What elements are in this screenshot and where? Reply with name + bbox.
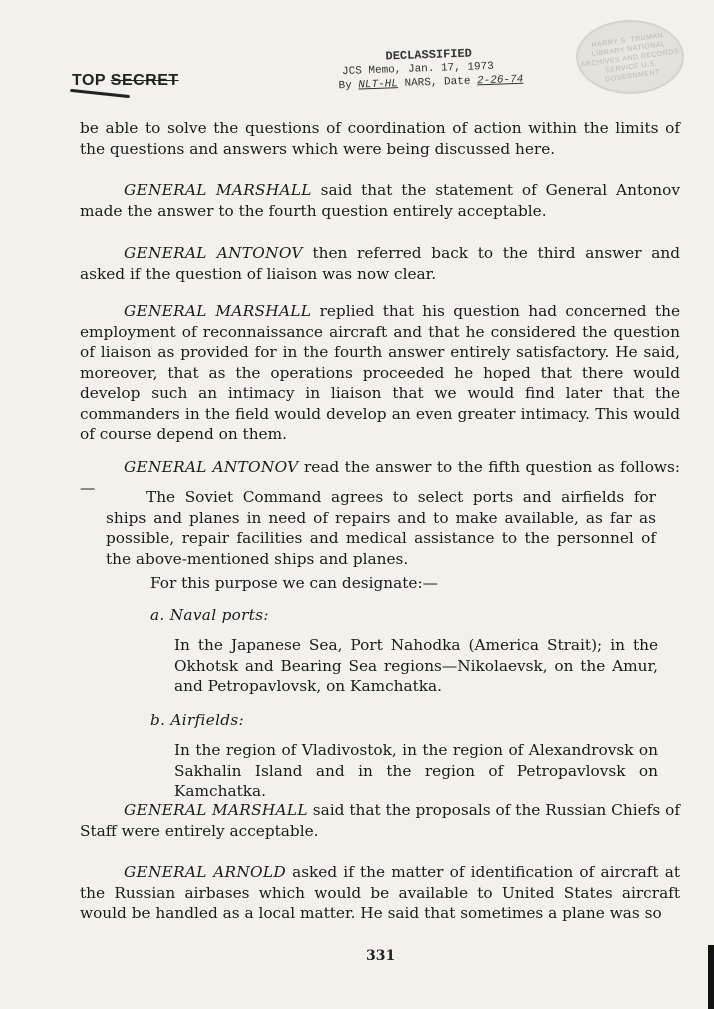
classification-prefix: TOP [72,72,111,89]
library-seal-text: HARRY S. TRUMAN LIBRARY NATIONAL ARCHIVES AND RECORDS SERVICE U.S. GOVERNMENT [580,32,680,84]
speaker-name: GENERAL MARSHALL [124,302,312,320]
item-b-label: b. Airfields: [150,711,244,729]
item-a-label: a. Naval ports: [150,606,269,624]
by-signature: NLT-HL [358,78,399,92]
paragraph-6-text: said that the proposals of the Russian Chiefs of Staff were entirely acceptable. [80,801,680,840]
paragraph-1-text: be able to solve the questions of coordination of action within the limits of the questions and answers which were being discussed here. [80,119,680,158]
page-number: 331 [366,948,396,964]
declassified-authority: JCS Memo, Jan. 17, 1973 [341,60,494,79]
declassified-date: 2-26-74 [476,73,524,88]
item-b-label-wrap [150,710,650,731]
item-a-body [174,635,658,697]
quote-paragraph-2-wrap [150,573,650,594]
library-seal-stamp [576,20,684,94]
paragraph-4 [80,301,680,445]
paragraph-3 [80,243,680,284]
speaker-name: GENERAL ANTONOV [124,458,299,476]
declassified-title: DECLASSIFIED [385,46,473,64]
speaker-name: GENERAL ANTONOV [124,244,303,262]
item-b-text: In the region of Vladivostok, in the region of Alexandrovsk on Sakhalin Island and in the region of Petropavlovsk on Kamchatka. [174,741,658,800]
speaker-name: GENERAL MARSHALL [124,801,308,819]
paragraph-2-text: said that the statement of General Antonov made the answer to the fourth question entirely acceptable. [80,181,681,220]
item-b-body [174,740,658,802]
paragraph-4-text: replied that his question had concerned the employment of reconnaissance aircraft and that he considered the question of liaison as provided for in the fourth answer entirely satisfactory. He said, moreover, that as the operations proceeded he hoped that there would develop such an intimacy in liaison that we would find later that the commanders in the field would develop an even greater intimacy. This would of course depend on them. [80,302,680,443]
declassification-stamp [337,45,523,93]
paragraph-6 [80,800,680,841]
paragraph-2 [80,180,680,221]
classification-pen-mark [70,89,130,98]
by-prefix: By [338,79,359,93]
quote-paragraph-2: For this purpose we can designate:— [150,574,438,592]
item-a-label-wrap [150,605,650,626]
paragraph-7 [80,862,680,924]
paragraph-5-text: read the answer to the fifth question as follows:— [80,458,680,497]
paragraph-3-text: then referred back to the third answer and asked if the question of liaison was now clear. [80,244,680,283]
by-suffix: NARS, Date [397,75,478,91]
scan-edge-shadow [708,945,714,1009]
quoted-answer [106,487,656,569]
speaker-name: GENERAL ARNOLD [124,863,286,881]
quote-paragraph-1: The Soviet Command agrees to select ports and airfields for ships and planes in need of repairs and to make available, as far as possible, repair facilities and medical assistance to the personnel of the above-mentioned ships and planes. [106,488,656,568]
paragraph-1 [80,118,680,159]
classification-mark [72,72,179,90]
classification-struck: SECRET [110,72,179,89]
paragraph-7-text: asked if the matter of identification of aircraft at the Russian airbases which would be available to United States aircraft would be handled as a local matter. He said that sometimes a plane was so [80,863,680,922]
item-a-text: In the Japanese Sea, Port Nahodka (America Strait); in the Okhotsk and Bearing Sea regions—Nikolaevsk, on the Amur, and Petropavlovsk, on Kamchatka. [174,636,658,695]
speaker-name: GENERAL MARSHALL [124,181,312,199]
